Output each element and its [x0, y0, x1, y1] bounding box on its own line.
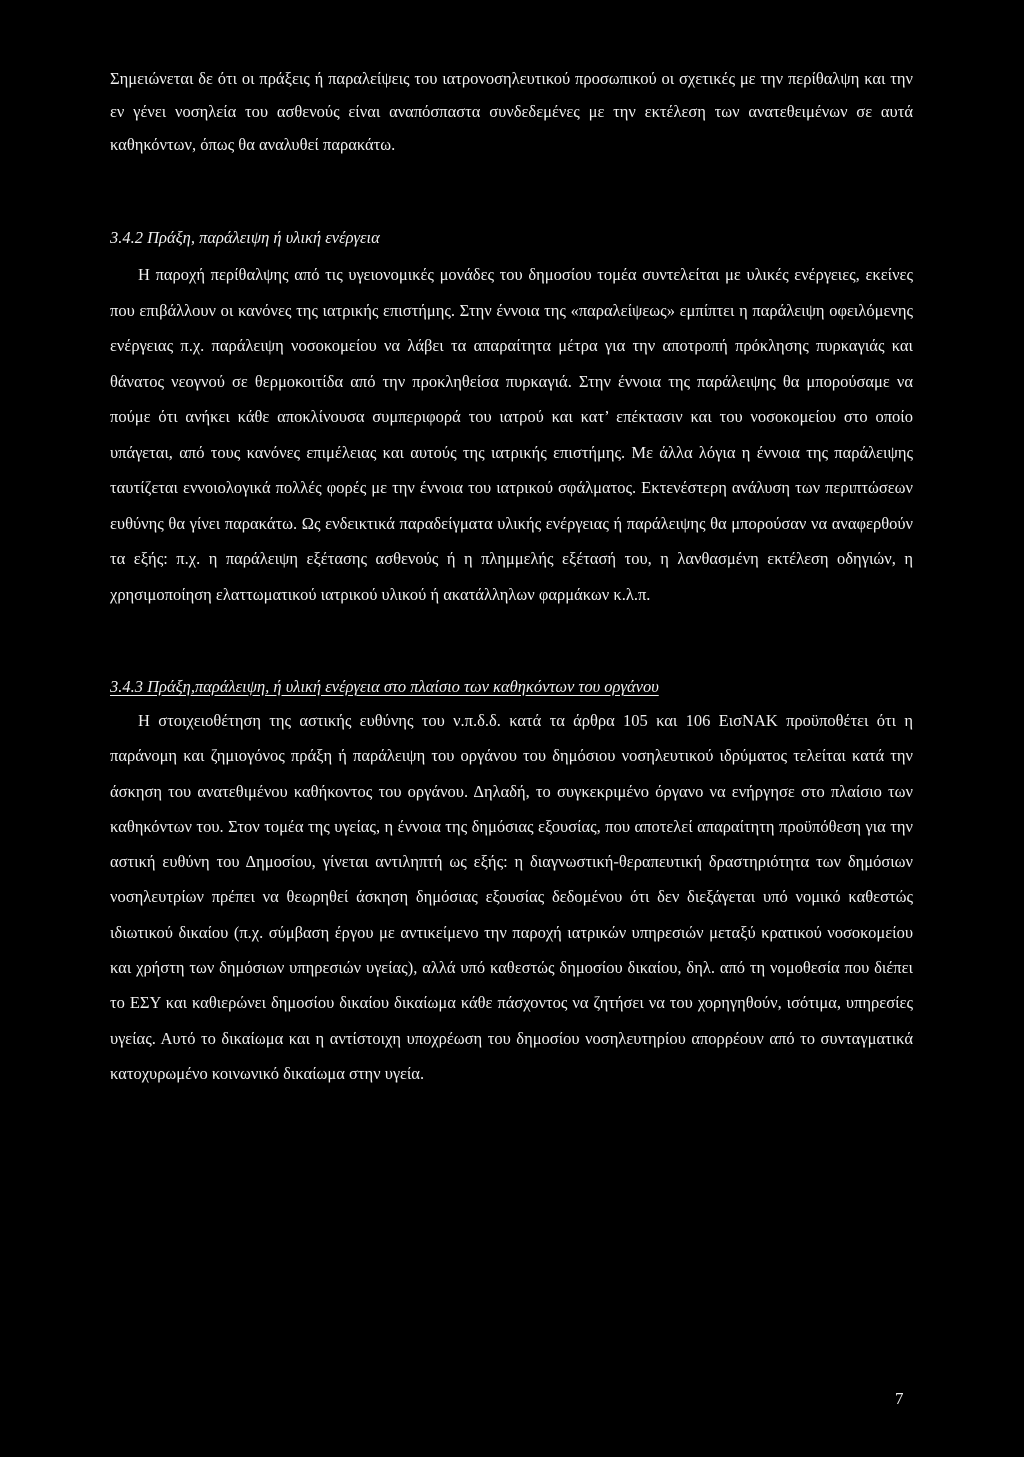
document-page [110, 62, 913, 1091]
section-body-3-4-3: Η στοιχειοθέτηση της αστικής ευθύνης του ν.π.δ.δ. κατά τα άρθρα 105 και 106 ΕισΝΑΚ προϋποθέτει ότι η παράνομη και ζημιογόνος πράξη ή παράλειψη του οργάνου του δημόσιου νοσηλευτικού ιδρύματος τελείται κατά την άσκηση του ανατεθιμένου καθήκοντος του οργάνου. Δηλαδή, το συγκεκριμένο όργανο να ενήργησε στο πλαίσιο των καθηκόντων του. Στον τομέα της υγείας, η έννοια της δημόσιας εξουσίας, που αποτελεί απαραίτητη προϋπόθεση για την αστική ευθύνη του Δημοσίου, γίνεται αντιληπτή ως εξής: η διαγνωστική-θεραπευτική δραστηριότητα των δημόσιων νοσηλευτρίων πρέπει να θεωρηθεί άσκηση δημόσιας εξουσίας δεδομένου ότι δεν διεξάγεται υπό νομικό καθεστώς ιδιωτικού δικαίου (π.χ. σύμβαση έργου με αντικείμενο την παροχή ιατρικών υπηρεσιών μεταξύ κρατικού νοσοκομείου και χρήστη των δημόσιων υπηρεσιών υγείας), αλλά υπό καθεστώς δημοσίου δικαίου, δηλ. από τη νομοθεσία που διέπει το ΕΣΥ και καθιερώνει δημοσίου δικαίου δικαίωμα κάθε πάσχοντος να ζητήσει να του χορηγηθούν, ισότιμα, υπηρεσίες υγείας. Αυτό το δικαίωμα και η αντίστοιχη υποχρέωση του δημοσίου νοσηλευτηρίου απορρέουν από το συνταγματικά κατοχυρωμένο κοινωνικό δικαίωμα στην υγεία. [110, 711, 913, 1083]
intro-paragraph: Σημειώνεται δε ότι οι πράξεις ή παραλείψεις του ιατρονοσηλευτικού προσωπικού οι σχετικές με την περίθαλψη και την εν γένει νοσηλεία του ασθενούς είναι αναπόσπαστα συνδεδεμένες με την εκτέλεση των ανατεθειμένων σε αυτά καθηκόντων, όπως θα αναλυθεί παρακάτω. [110, 69, 913, 154]
section-body-3-4-2: Η παροχή περίθαλψης από τις υγειονομικές μονάδες του δημοσίου τομέα συντελείται με υλικές ενέργειες, εκείνες που επιβάλλουν οι κανόνες της ιατρικής επιστήμης. Στην έννοια της «παραλείψεως» εμπίπτει η παράλειψη οφειλόμενης ενέργειας π.χ. παράλειψη νοσοκομείου να λάβει τα απαραίτητα μέτρα για την αποτροπή πρόκλησης πυρκαγιάς και θάνατος νεογνού σε θερμοκοιτίδα από την προκληθείσα πυρκαγιά. Στην έννοια της παράλειψης θα μπορούσαμε να πούμε ότι ανήκει κάθε αποκλίνουσα συμπεριφορά του ιατρού και κατ’ επέκτασιν και του νοσοκομείου στο οποίο υπάγεται, από τους κανόνες επιμέλειας και αυτούς της ιατρικής επιστήμης. Με άλλα λόγια η έννοια της παράλειψης ταυτίζεται εννοιολογικά πολλές φορές με την έννοια του ιατρικού σφάλματος. Εκτενέστερη ανάλυση των περιπτώσεων ευθύνης θα γίνει παρακάτω. Ως ενδεικτικά παραδείγματα υλικής ενέργειας ή παράλειψης θα μπορούσαν να αναφερθούν τα εξής: π.χ. η παράλειψη εξέτασης ασθενούς ή η πλημμελής εξέτασή του, η λανθασμένη εκτέλεση οδηγιών, η χρησιμοποίηση ελαττωματικού ιατρικού υλικού ή ακατάλληλων φαρμάκων κ.λ.π. [110, 265, 913, 604]
page-number: 7 [895, 1389, 904, 1408]
section-heading-3-4-2: 3.4.2 Πράξη, παράλειψη ή υλική ενέργεια [110, 228, 380, 247]
section-heading-3-4-3: 3.4.3 Πράξη,παράλειψη, ή υλική ενέργεια στο πλαίσιο των καθηκόντων του οργάνου [110, 677, 659, 696]
